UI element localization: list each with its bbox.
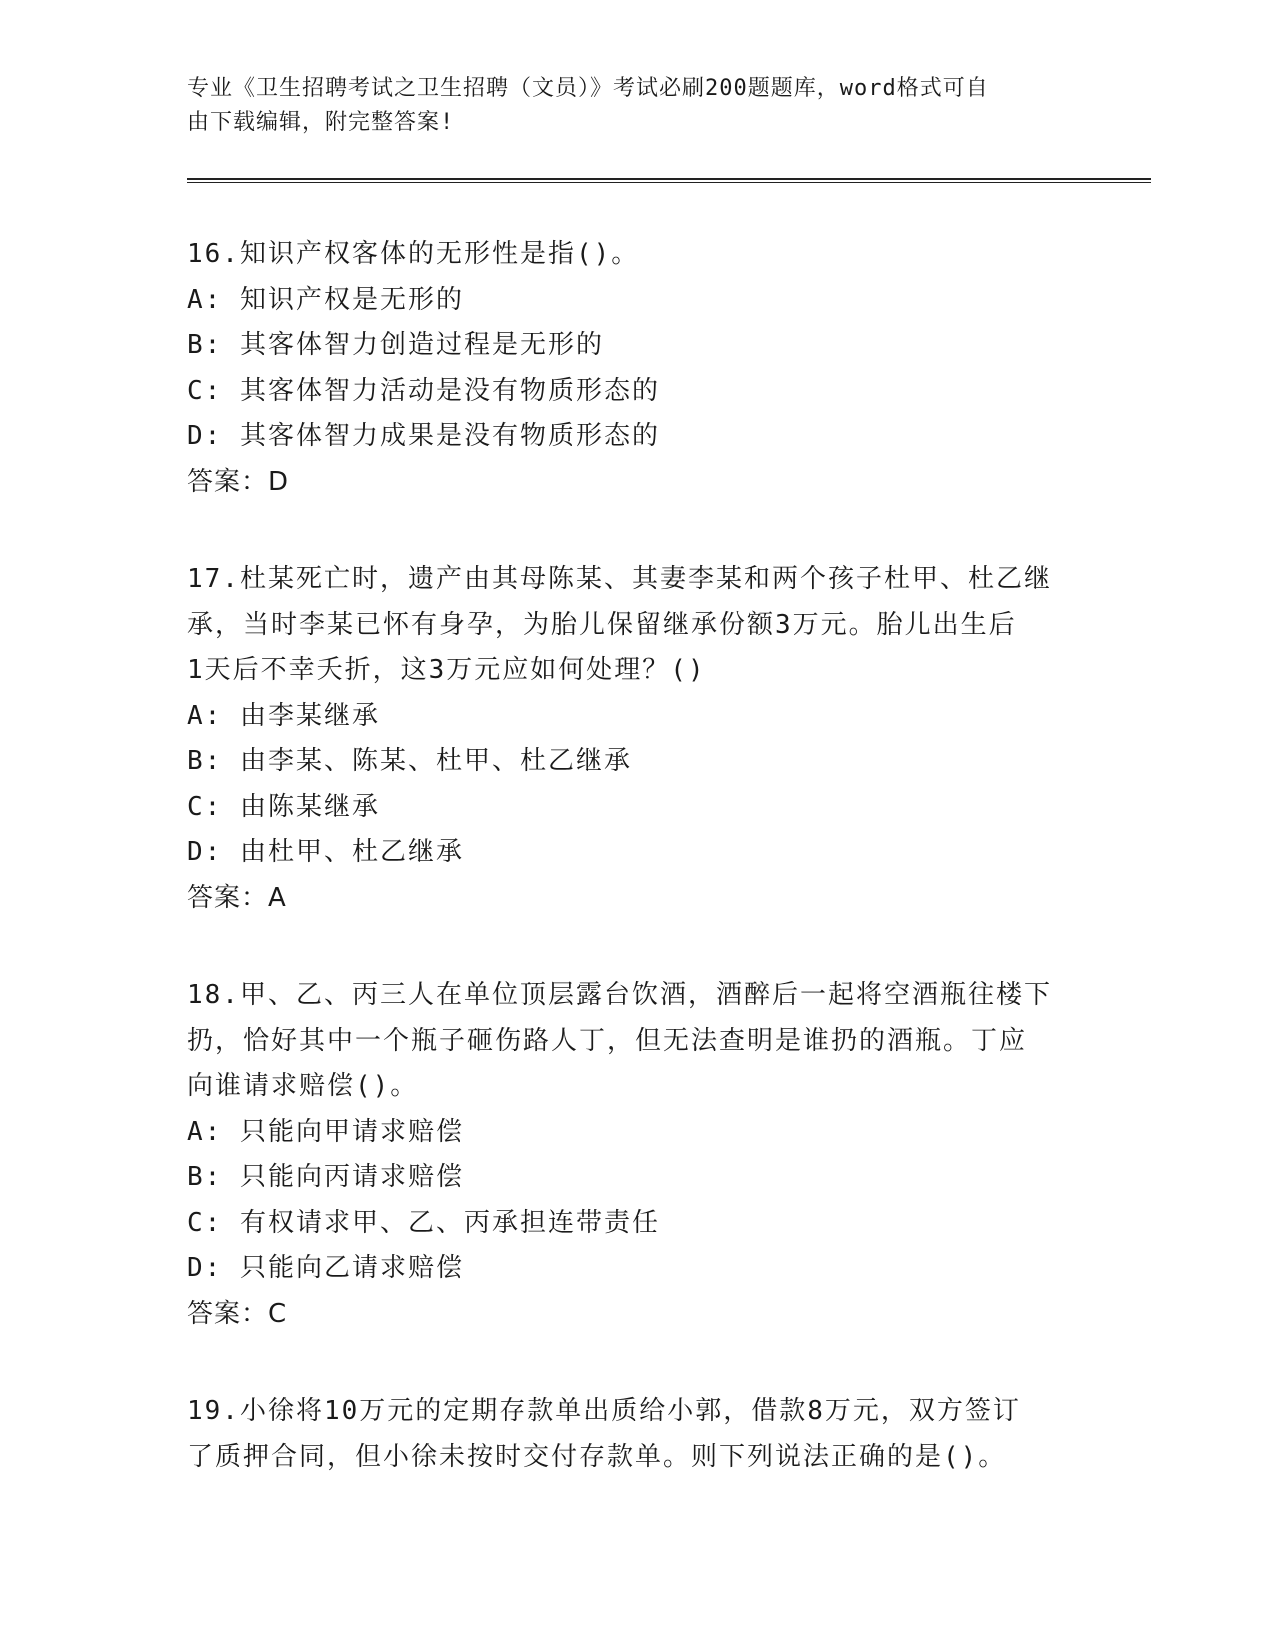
question-stem-line: 18.甲、乙、丙三人在单位顶层露台饮酒，酒醉后一起将空酒瓶往楼下 — [187, 980, 1052, 1010]
option-d: D: 其客体智力成果是没有物质形态的 — [187, 421, 660, 451]
header-divider — [187, 178, 1151, 183]
question-17 — [187, 557, 1087, 921]
option-b: B: 只能向丙请求赔偿 — [187, 1162, 464, 1192]
header-line-1: 专业《卫生招聘考试之卫生招聘（文员）》考试必刷200题题库，word格式可自 — [187, 76, 989, 101]
question-stem-line: 19.小徐将10万元的定期存款单出质给小郭，借款8万元，双方签订 — [187, 1396, 1021, 1426]
question-list — [187, 232, 1087, 1532]
question-stem — [187, 973, 1087, 1110]
option-a: A: 知识产权是无形的 — [187, 284, 464, 315]
question-18 — [187, 973, 1087, 1337]
header-line-2: 由下载编辑，附完整答案! — [187, 110, 455, 135]
option-a: A: 由李某继承 — [187, 700, 380, 731]
question-stem — [187, 557, 1087, 694]
question-stem-line: 17.杜某死亡时，遗产由其母陈某、其妻李某和两个孩子杜甲、杜乙继 — [187, 564, 1052, 594]
option-c: C: 有权请求甲、乙、丙承担连带责任 — [187, 1207, 660, 1238]
answer-line: 答案：A — [187, 882, 287, 913]
option-d: D: 由杜甲、杜乙继承 — [187, 837, 464, 867]
question-stem-line: 扔，恰好其中一个瓶子砸伤路人丁，但无法查明是谁扔的酒瓶。丁应 — [187, 1025, 1028, 1056]
option-c: C: 由陈某继承 — [187, 791, 380, 822]
question-stem-line: 1天后不幸夭折，这3万元应如何处理？() — [187, 655, 706, 685]
question-stem — [187, 1389, 1087, 1480]
question-stem-line: 了质押合同，但小徐未按时交付存款单。则下列说法正确的是()。 — [187, 1441, 1007, 1472]
option-a: A: 只能向甲请求赔偿 — [187, 1116, 464, 1147]
question-stem-line: 承，当时李某已怀有身孕，为胎儿保留继承份额3万元。胎儿出生后 — [187, 609, 1017, 640]
option-b: B: 由李某、陈某、杜甲、杜乙继承 — [187, 746, 632, 776]
option-c: C: 其客体智力活动是没有物质形态的 — [187, 375, 660, 406]
answer-line: 答案：D — [187, 466, 290, 497]
option-d: D: 只能向乙请求赔偿 — [187, 1253, 464, 1283]
option-b: B: 其客体智力创造过程是无形的 — [187, 330, 604, 360]
answer-line: 答案：C — [187, 1298, 288, 1329]
question-16 — [187, 232, 1087, 505]
question-19 — [187, 1389, 1087, 1480]
document-header — [187, 72, 1067, 140]
question-stem — [187, 232, 1087, 278]
question-stem-line: 向谁请求赔偿()。 — [187, 1071, 419, 1101]
question-stem-line: 16.知识产权客体的无形性是指()。 — [187, 239, 640, 269]
